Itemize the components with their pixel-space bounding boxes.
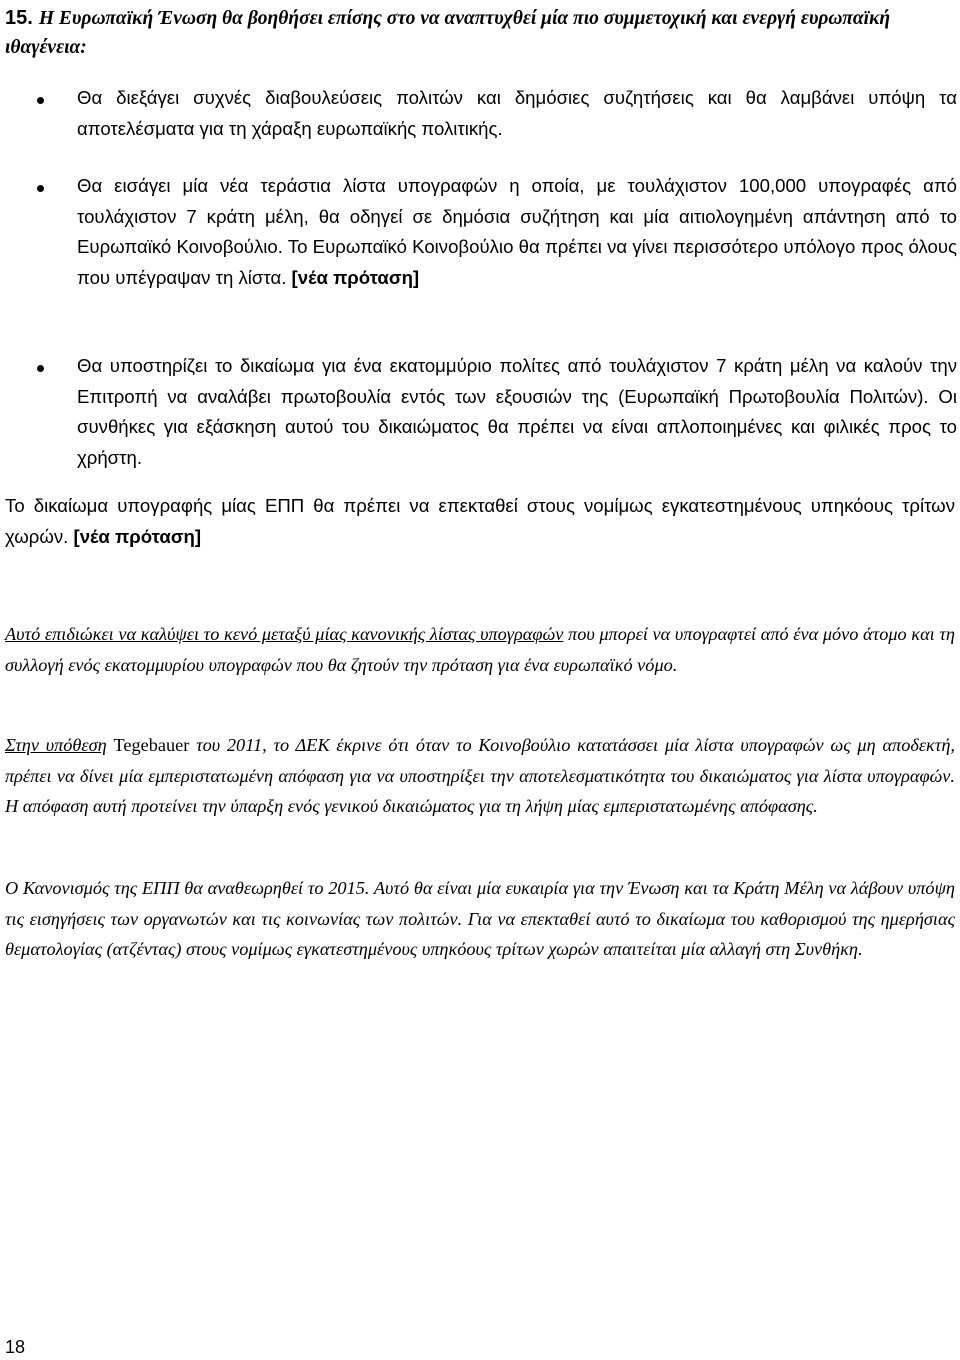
section-heading <box>5 4 955 62</box>
section-number: 15. <box>5 7 33 29</box>
bullet-text: Θα υποστηρίζει το δικαίωμα για ένα εκατομμύριο πολίτες από τουλάχιστον 7 κράτη μέλη να καλούν την Επιτροπή να αναλάβει πρωτοβουλία εντός των εξουσιών της (Ευρωπαϊκή Πρωτοβουλία Πολιτών). Οι συνθήκες για εξάσκηση αυτού του δικαιώματος θα πρέπει να είναι απλοποιημένες και φιλικές προς το χρήστη. <box>77 355 957 468</box>
section-title: Η Ευρωπαϊκή Ένωση θα βοηθήσει επίσης στο να αναπτυχθεί μία πιο συμμετοχική και ενεργή ευρωπαϊκή ιθαγένεια: <box>5 8 891 58</box>
bullet-icon <box>37 97 44 104</box>
note-text: που μπορεί να υπογραφτεί από ένα μόνο άτομο και τη συλλογή ενός εκατομμυρίου υπογραφών που θα ζητούν την πρόταση για ένα ευρωπαϊκό νόμο. <box>5 624 956 675</box>
bullet-text: Θα εισάγει μία νέα τεράστια λίστα υπογραφών η οποία, με τουλάχιστον 100,000 υπογραφές από τουλάχιστον 7 κράτη μέλη, θα οδηγεί σε δημόσια συζήτηση και μία αιτιολογημένη απάντηση από το Ευρωπαϊκό Κοινοβούλιο. Το Ευρωπαϊκό Κοινοβούλιο θα πρέπει να γίνει περισσότερο υπόλογο προς όλους που υπέγραψαν τη λίστα. <box>77 175 957 288</box>
bullet-text: Θα διεξάγει συχνές διαβουλεύσεις πολιτών και δημόσιες συζητήσεις και θα λαμβάνει υπόψη τα αποτελέσματα για τη χάραξη ευρωπαϊκής πολιτικής. <box>77 87 957 139</box>
note-underlined-text: Στην υπόθεση <box>5 735 107 755</box>
closing-paragraph <box>5 491 955 552</box>
bullet-item-consultations <box>77 83 957 144</box>
note-paragraph-1 <box>5 619 955 680</box>
new-proposal-tag: [νέα πρόταση] <box>73 525 202 547</box>
note-text: Ο Κανονισμός της ΕΠΠ θα αναθεωρηθεί το 2015. Αυτό θα είναι μία ευκαιρία για την Ένωση και τα Κράτη Μέλη να λάβουν υπόψη τις εισηγήσεις των οργανωτών και τις κοινωνίας των πολιτών. Για να επεκταθεί αυτό το δικαίωμα του καθορισμού της ημερήσιας θεματολογίας (ατζέντας) στους νομίμως εγκατεστημένους υπηκόους τρίτων χωρών απαιτείται μία αλλαγή στη Συνθήκη. <box>5 878 955 959</box>
note-underlined-text: Αυτό επιδιώκει να καλύψει το κενό μεταξύ μίας κανονικής λίστας υπογραφών <box>5 624 564 644</box>
bullet-icon <box>37 365 44 372</box>
case-name: Tegebauer <box>113 735 190 755</box>
note-paragraph-2 <box>5 730 955 822</box>
page-number: 18 <box>5 1337 26 1357</box>
note-paragraph-3 <box>5 873 955 965</box>
closing-text: Το δικαίωμα υπογραφής μίας ΕΠΠ θα πρέπει να επεκταθεί στους νομίμως εγκατεστημένους υπηκόους τρίτων χωρών. <box>5 495 955 547</box>
new-proposal-tag: [νέα πρόταση] <box>291 266 420 288</box>
bullet-icon <box>37 185 44 192</box>
bullet-item-citizens-initiative <box>77 351 957 473</box>
note-text: του 2011, το ΔΕΚ έκρινε ότι όταν το Κοινοβούλιο κατατάσσει μία λίστα υπογραφών ως μη αποδεκτή, πρέπει να δίνει μία εμπεριστατωμένη απόφαση για να υποστηρίξει την αποτελεσματικότητα του δικαιώματος για λίστα υπογραφών. Η απόφαση αυτή προτείνει την ύπαρξη ενός γενικού δικαιώματος για τη λήψη μίας εμπεριστατωμένης απόφασης. <box>5 735 955 816</box>
bullet-item-petition-list <box>77 171 957 293</box>
